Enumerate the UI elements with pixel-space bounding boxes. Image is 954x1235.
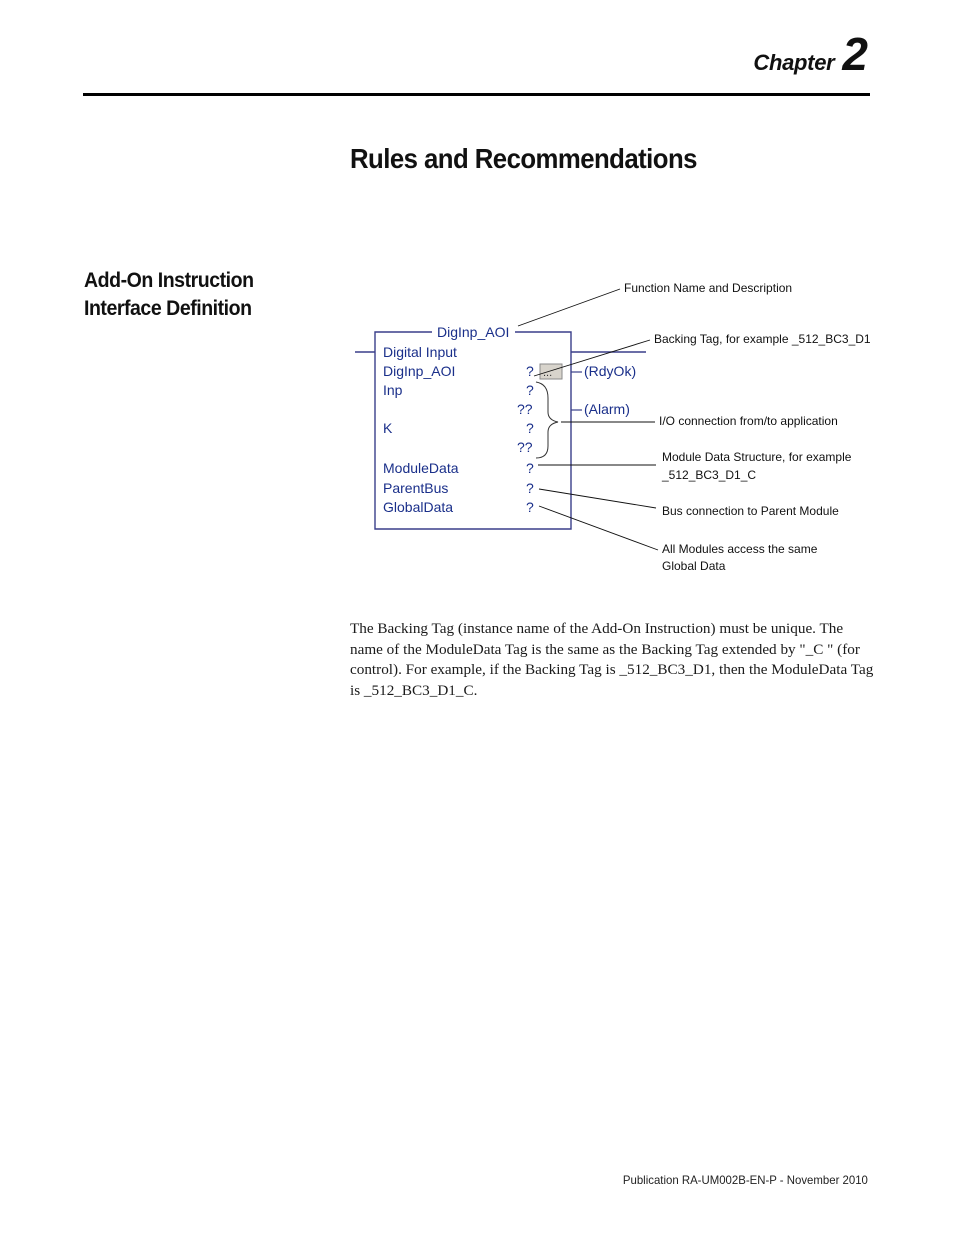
- chapter-number: 2: [842, 28, 868, 80]
- param-label-moduledata: ModuleData: [383, 460, 459, 476]
- param-value-k-data: ??: [517, 439, 533, 455]
- browse-button-label: ...: [543, 367, 553, 379]
- annotation-global-data-line2: Global Data: [662, 559, 726, 573]
- io-brace: [536, 382, 558, 458]
- browse-button[interactable]: [540, 364, 562, 379]
- param-value-diginp: ?: [526, 363, 534, 379]
- param-value-globaldata: ?: [526, 499, 534, 515]
- leader-lines: [518, 289, 658, 550]
- annotation-module-data-line2: _512_BC3_D1_C: [662, 468, 757, 482]
- leader-function-name: [518, 289, 620, 326]
- annotation-module-data-line1: Module Data Structure, for example: [662, 450, 852, 464]
- block-name: DigInp_AOI: [437, 324, 510, 340]
- leader-global-data: [539, 506, 658, 550]
- block-description: Digital Input: [383, 344, 457, 360]
- param-label-inp: Inp: [383, 382, 403, 398]
- annotation-io-connection: I/O connection from/to application: [659, 414, 838, 428]
- aoi-interface-diagram: [0, 0, 954, 600]
- param-value-inp: ?: [526, 382, 534, 398]
- param-value-inp-data: ??: [517, 401, 533, 417]
- param-label-parentbus: ParentBus: [383, 480, 449, 496]
- annotation-parent-bus: Bus connection to Parent Module: [662, 504, 839, 518]
- annotation-function-name: Function Name and Description: [624, 281, 793, 295]
- output-rdyok: (RdyOk): [584, 363, 637, 379]
- param-value-moduledata: ?: [526, 460, 534, 476]
- section-heading-line2: Interface Definition: [84, 297, 252, 320]
- body-paragraph: The Backing Tag (instance name of the Add-On Instruction) must be unique. The name of the ModuleData Tag is the same as the Backing Tag extended by "_C " (for control). For example, if the Backing Tag is _512_BC3_D1, then the ModuleData Tag is _512_BC3_D1_C.: [350, 620, 874, 700]
- leader-parent-bus: [539, 489, 656, 508]
- publication-footer: Publication RA-UM002B-EN-P - November 2010: [623, 1173, 868, 1187]
- param-label-k: K: [383, 420, 393, 436]
- output-alarm: (Alarm): [584, 401, 630, 417]
- chapter-word: Chapter: [753, 50, 835, 75]
- section-heading-line1: Add-On Instruction: [84, 269, 254, 292]
- annotation-backing-tag: Backing Tag, for example _512_BC3_D1: [654, 332, 871, 346]
- page-title: Rules and Recommendations: [350, 143, 697, 174]
- param-value-k: ?: [526, 420, 534, 436]
- annotation-global-data-line1: All Modules access the same: [662, 542, 818, 556]
- param-label-diginp: DigInp_AOI: [383, 363, 456, 379]
- param-label-globaldata: GlobalData: [383, 499, 454, 515]
- param-value-parentbus: ?: [526, 480, 534, 496]
